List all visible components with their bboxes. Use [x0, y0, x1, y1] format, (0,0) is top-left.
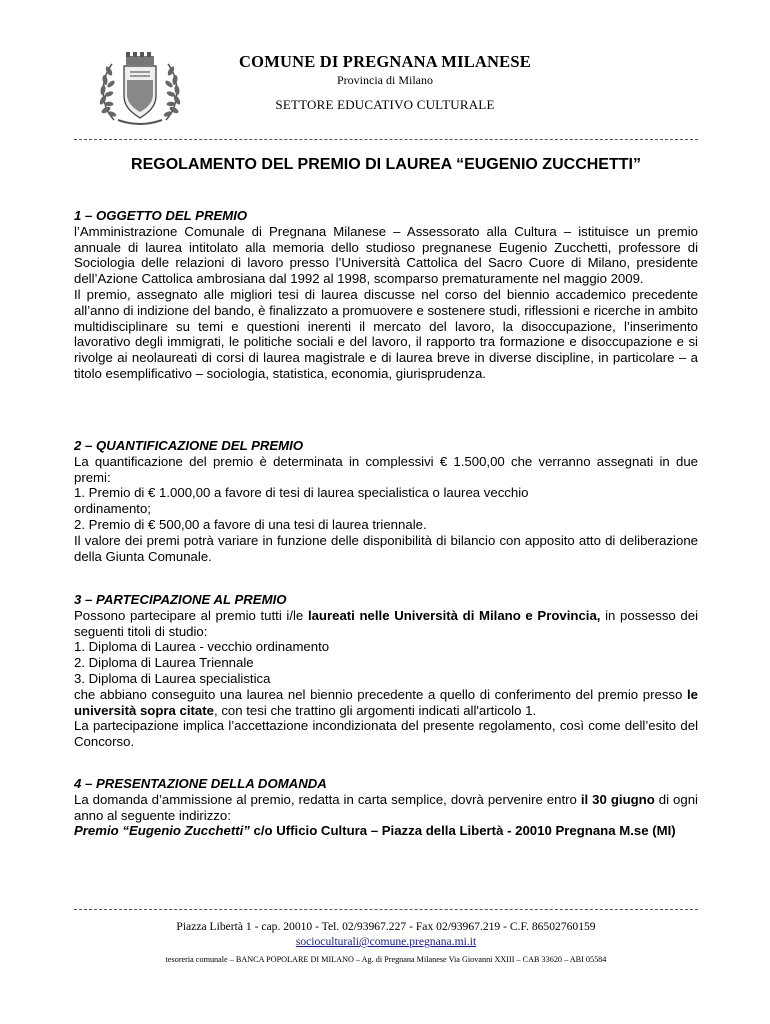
header-divider: [74, 139, 698, 140]
provincia-name: Provincia di Milano: [337, 73, 433, 87]
text-run: che abbiano conseguito una laurea nel biennio precedente a quello di conferimento del premio presso: [74, 686, 687, 702]
bold-text: le università sopra citate: [74, 686, 698, 718]
comune-crest-icon: [94, 50, 186, 126]
list-item: 2. Diploma di Laurea Triennale: [74, 655, 254, 671]
text-run: in possesso dei seguenti titoli di studio:: [74, 607, 698, 639]
paragraph: l’Amministrazione Comunale di Pregnana Milanese – Assessorato alla Cultura – istituisce un premio annuale di laurea intitolato alla memoria dello studioso pregnanese Eugenio Zucchetti, professore di Sociologia delle relazioni di lavoro presso l’Università Cattolica del Sacro Cuore di Milano, presidente dell’Azione Cattolica ambrosiana dal 1992 al 1998, scomparso prematuramente nel maggio 2009.: [74, 223, 698, 287]
text-run: , con tesi che trattino gli argomenti indicati all'articolo 1.: [214, 702, 537, 718]
address-line: [74, 823, 698, 839]
section-heading: 4 – PRESENTAZIONE DELLA DOMANDA: [74, 776, 327, 791]
section-heading: 3 – PARTECIPAZIONE AL PREMIO: [74, 592, 287, 607]
document-title: REGOLAMENTO DEL PREMIO DI LAUREA “EUGENIO ZUCCHETTI”: [131, 156, 641, 173]
section-quantificazione: [74, 438, 698, 564]
text-run: di ogni anno al seguente indirizzo:: [74, 791, 698, 823]
paragraph: Il premio, assegnato alle migliori tesi di laurea discusse nel corso del biennio accademico precedente all’anno di indizione del bando, è finalizzato a promuovere e sostenere studi, riflessioni e ricerche in ambito multidisciplinare su temi e questioni inerenti il mercato del lavoro, la disoccupazione, l’inserimento lavorativo degli immigrati, le politiche sociali e del lavoro, il rapporto tra formazione e disoccupazione e si rivolge ai neolaureati di corsi di laurea magistrale e di laurea breve in diverse discipline, in particolare – a titolo esemplificativo – sociologia, statistica, economia, giurisprudenza.: [74, 286, 698, 381]
comune-name: COMUNE DI PREGNANA MILANESE: [239, 52, 531, 71]
section-presentazione: [74, 776, 698, 839]
prize-name: Premio “Eugenio Zucchetti”: [74, 823, 250, 839]
footer-email-link[interactable]: socioculturali@comune.pregnana.mi.it: [295, 935, 477, 948]
footer-divider: [74, 909, 698, 910]
section-partecipazione: [74, 592, 698, 750]
list-item-continued: ordinamento;: [74, 501, 151, 517]
section-heading: 1 – OGGETTO DEL PREMIO: [74, 208, 248, 223]
header-block: [190, 52, 580, 114]
paragraph: [74, 687, 698, 719]
paragraph: Il valore dei premi potrà variare in funzione delle disponibilità di bilancio con apposito atto di deliberazione della Giunta Comunale.: [74, 532, 698, 564]
footer-address: Piazza Libertà 1 - cap. 20010 - Tel. 02/93967.227 - Fax 02/93967.219 - C.F. 86502760159: [176, 920, 596, 933]
bold-text: il 30 giugno: [580, 791, 655, 807]
list-item: 1. Diploma di Laurea - vecchio ordinamento: [74, 639, 330, 655]
bold-text: laureati nelle Università di Milano e Provincia,: [307, 607, 601, 623]
footer-tesoreria: tesoreria comunale – BANCA POPOLARE DI MILANO – Ag. di Pregnana Milanese Via Giovanni XXIII – CAB 33620 – ABI 05584: [165, 955, 607, 964]
paragraph: La quantificazione del premio è determinata in complessivi € 1.500,00 che verranno assegnati in due premi:: [74, 453, 698, 485]
settore-name: SETTORE EDUCATIVO CULTURALE: [275, 97, 495, 112]
list-item: 1. Premio di € 1.000,00 a favore di tesi di laurea specialistica o laurea vecchio: [74, 485, 529, 501]
address-text: c/o Ufficio Cultura – Piazza della Libertà - 20010 Pregnana M.se (MI): [249, 823, 676, 839]
section-heading: 2 – QUANTIFICAZIONE DEL PREMIO: [74, 438, 304, 453]
paragraph: La partecipazione implica l’accettazione incondizionata del presente regolamento, così come dell’esito del Concorso.: [74, 718, 698, 750]
text-run: Possono partecipare al premio tutti i/le: [74, 607, 308, 623]
section-oggetto: [74, 208, 698, 382]
list-item: 2. Premio di € 500,00 a favore di una tesi di laurea triennale.: [74, 516, 427, 532]
text-run: La domanda d’ammissione al premio, redatta in carta semplice, dovrà pervenire entro: [74, 791, 581, 807]
paragraph: [74, 792, 698, 824]
list-item: 3. Diploma di Laurea specialistica: [74, 670, 271, 686]
paragraph: [74, 608, 698, 640]
